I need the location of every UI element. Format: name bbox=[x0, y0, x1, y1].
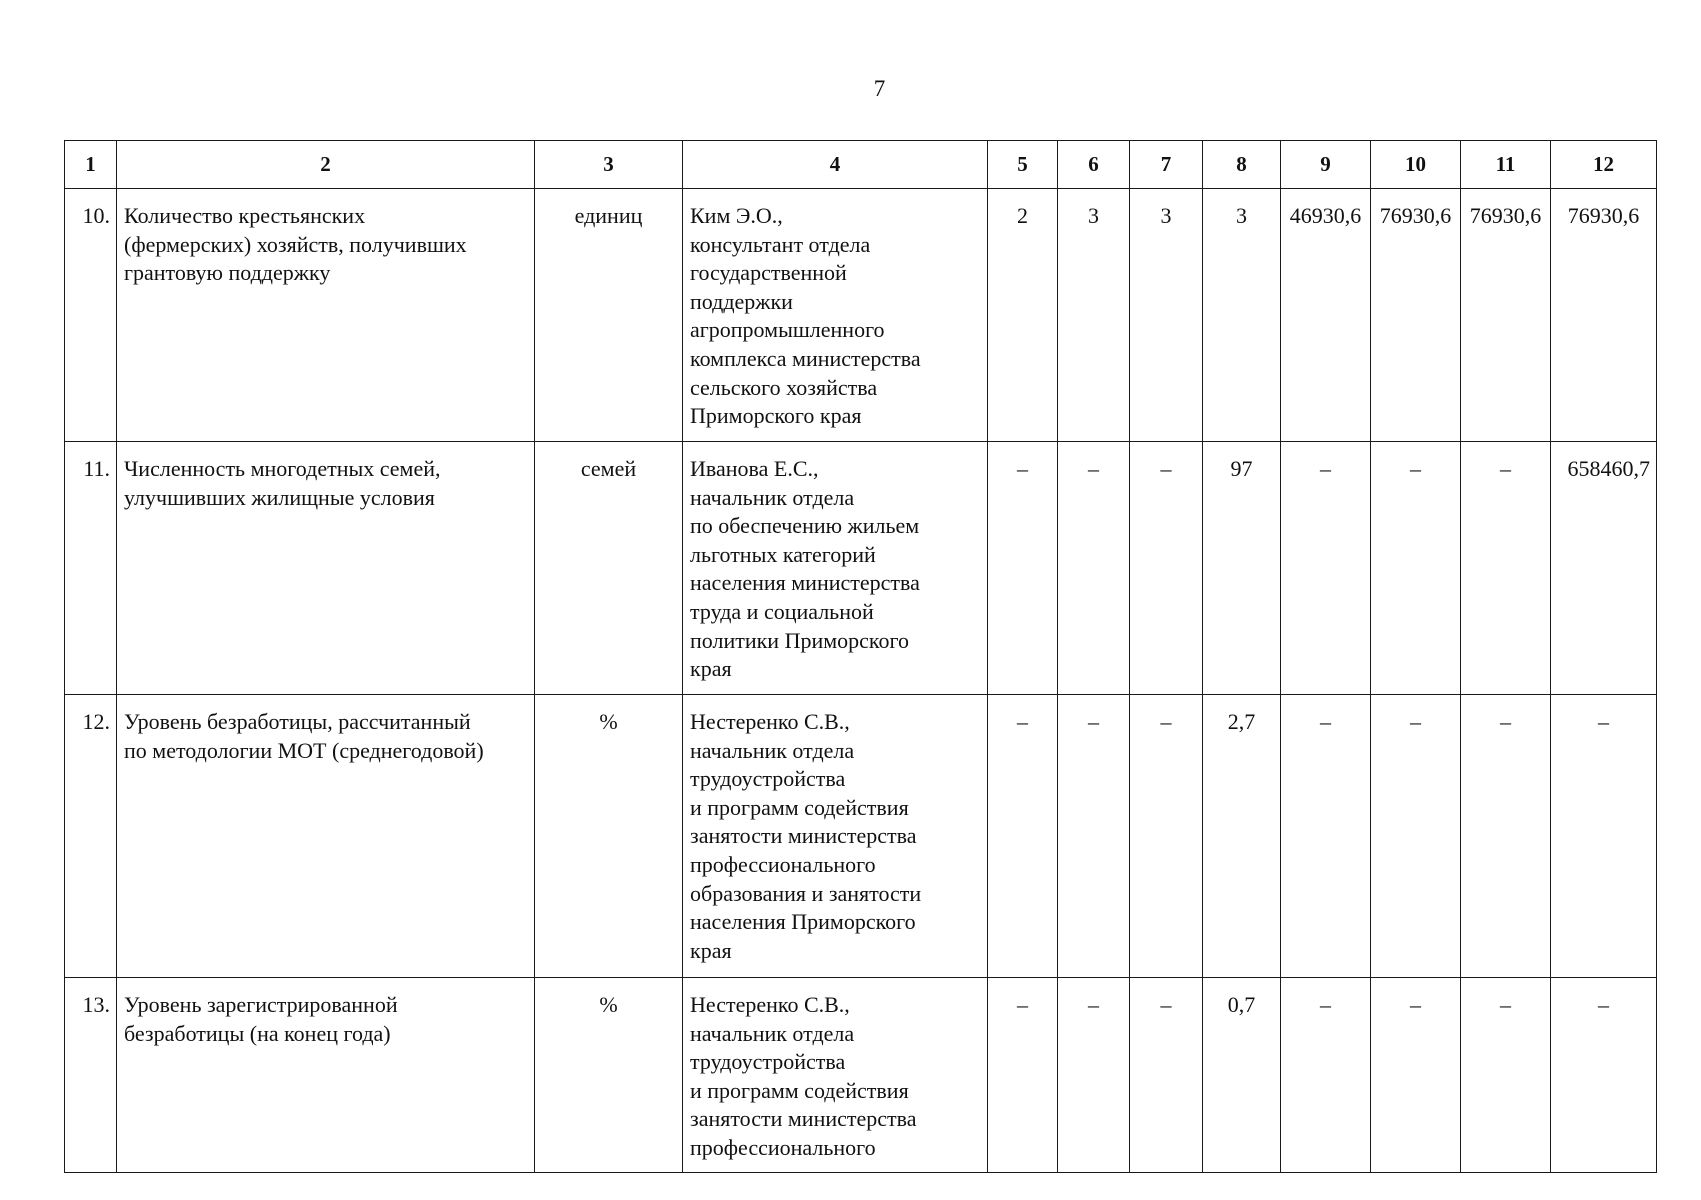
row-number: 11. bbox=[65, 442, 117, 695]
indicator-name bbox=[117, 189, 535, 442]
text-line: сельского хозяйства bbox=[690, 374, 878, 400]
value-col-10: – bbox=[1371, 978, 1461, 1173]
value-col-6: 3 bbox=[1058, 189, 1130, 442]
row-number: 12. bbox=[65, 695, 117, 978]
value-col-5: – bbox=[988, 978, 1058, 1173]
text-line: (фермерских) хозяйств, получивших bbox=[124, 231, 467, 257]
table-row bbox=[65, 978, 1657, 1173]
value-col-11: 76930,6 bbox=[1461, 189, 1551, 442]
text-line: Количество крестьянских bbox=[124, 203, 366, 228]
header-cell-9: 9 bbox=[1281, 141, 1371, 189]
header-cell-2: 2 bbox=[117, 141, 535, 189]
text-line: политики Приморского bbox=[690, 627, 909, 653]
responsible-person bbox=[683, 442, 988, 695]
text-line: занятости министерства bbox=[690, 823, 917, 849]
indicator-name bbox=[117, 978, 535, 1173]
unit: единиц bbox=[535, 189, 683, 442]
header-cell-7: 7 bbox=[1130, 141, 1203, 189]
header-cell-3: 3 bbox=[535, 141, 683, 189]
text-line: и программ содействия bbox=[690, 794, 909, 820]
value-col-12: 658460,7 bbox=[1551, 442, 1657, 695]
text-line: по методологии МОТ (среднегодовой) bbox=[124, 737, 484, 763]
value-col-9: – bbox=[1281, 978, 1371, 1173]
text-line: края bbox=[690, 656, 732, 682]
text-line: поддержки bbox=[690, 288, 793, 314]
value-col-8: 0,7 bbox=[1203, 978, 1281, 1173]
text-line: Уровень зарегистрированной bbox=[124, 992, 398, 1017]
table-row bbox=[65, 695, 1657, 978]
value-col-12: – bbox=[1551, 978, 1657, 1173]
header-cell-8: 8 bbox=[1203, 141, 1281, 189]
text-line: безработицы (на конец года) bbox=[124, 1020, 391, 1046]
value-col-9: 46930,6 bbox=[1281, 189, 1371, 442]
value-col-5: – bbox=[988, 695, 1058, 978]
text-line: Приморского края bbox=[690, 403, 862, 429]
indicators-table bbox=[64, 140, 1657, 1173]
table-row bbox=[65, 189, 1657, 442]
value-col-6: – bbox=[1058, 695, 1130, 978]
value-col-9: – bbox=[1281, 442, 1371, 695]
text-line: труда и социальной bbox=[690, 598, 874, 624]
text-line: комплекса министерства bbox=[690, 345, 921, 371]
value-col-7: – bbox=[1130, 442, 1203, 695]
text-line: агропромышленного bbox=[690, 317, 885, 343]
header-cell-6: 6 bbox=[1058, 141, 1130, 189]
header-cell-11: 11 bbox=[1461, 141, 1551, 189]
value-col-6: – bbox=[1058, 978, 1130, 1173]
text-line: государственной bbox=[690, 260, 847, 286]
text-line: грантовую поддержку bbox=[124, 260, 331, 286]
value-col-7: – bbox=[1130, 695, 1203, 978]
text-line: Нестеренко С.В., bbox=[690, 992, 850, 1017]
value-col-7: – bbox=[1130, 978, 1203, 1173]
header-cell-10: 10 bbox=[1371, 141, 1461, 189]
value-col-8: 3 bbox=[1203, 189, 1281, 442]
responsible-person bbox=[683, 978, 988, 1173]
text-line: Ким Э.О., bbox=[690, 203, 783, 228]
row-number: 10. bbox=[65, 189, 117, 442]
text-line: начальник отдела bbox=[690, 484, 855, 510]
value-col-11: – bbox=[1461, 978, 1551, 1173]
text-line: по обеспечению жильем bbox=[690, 513, 920, 539]
value-col-5: – bbox=[988, 442, 1058, 695]
unit: семей bbox=[535, 442, 683, 695]
value-col-5: 2 bbox=[988, 189, 1058, 442]
value-col-11: – bbox=[1461, 442, 1551, 695]
value-col-10: – bbox=[1371, 695, 1461, 978]
value-col-8: 2,7 bbox=[1203, 695, 1281, 978]
unit: % bbox=[535, 978, 683, 1173]
text-line: трудоустройства bbox=[690, 1049, 846, 1075]
text-line: трудоустройства bbox=[690, 766, 846, 792]
table-row bbox=[65, 442, 1657, 695]
header-cell-12: 12 bbox=[1551, 141, 1657, 189]
page-number: 7 bbox=[873, 76, 886, 101]
text-line: края bbox=[690, 937, 732, 963]
value-col-12: – bbox=[1551, 695, 1657, 978]
text-line: Численность многодетных семей, bbox=[124, 456, 441, 481]
text-line: Уровень безработицы, рассчитанный bbox=[124, 709, 471, 734]
value-col-6: – bbox=[1058, 442, 1130, 695]
indicator-name bbox=[117, 442, 535, 695]
value-col-9: – bbox=[1281, 695, 1371, 978]
unit: % bbox=[535, 695, 683, 978]
text-line: профессионального bbox=[690, 1134, 876, 1160]
text-line: Нестеренко С.В., bbox=[690, 709, 850, 734]
text-line: и программ содействия bbox=[690, 1077, 909, 1103]
row-number: 13. bbox=[65, 978, 117, 1173]
value-col-10: – bbox=[1371, 442, 1461, 695]
text-line: населения министерства bbox=[690, 570, 920, 596]
text-line: консультант отдела bbox=[690, 231, 871, 257]
text-line: начальник отдела bbox=[690, 1020, 855, 1046]
text-line: льготных категорий bbox=[690, 541, 876, 567]
text-line: занятости министерства bbox=[690, 1106, 917, 1132]
value-col-11: – bbox=[1461, 695, 1551, 978]
text-line: Иванова Е.С., bbox=[690, 456, 819, 481]
value-col-12: 76930,6 bbox=[1551, 189, 1657, 442]
value-col-10: 76930,6 bbox=[1371, 189, 1461, 442]
text-line: профессионального bbox=[690, 851, 876, 877]
text-line: образования и занятости bbox=[690, 880, 922, 906]
indicator-name bbox=[117, 695, 535, 978]
text-line: улучшивших жилищные условия bbox=[124, 484, 435, 510]
text-line: начальник отдела bbox=[690, 737, 855, 763]
header-cell-4: 4 bbox=[683, 141, 988, 189]
responsible-person bbox=[683, 189, 988, 442]
table-header-row bbox=[65, 141, 1657, 189]
responsible-person bbox=[683, 695, 988, 978]
header-cell-5: 5 bbox=[988, 141, 1058, 189]
text-line: населения Приморского bbox=[690, 909, 916, 935]
header-cell-1: 1 bbox=[65, 141, 117, 189]
value-col-8: 97 bbox=[1203, 442, 1281, 695]
value-col-7: 3 bbox=[1130, 189, 1203, 442]
